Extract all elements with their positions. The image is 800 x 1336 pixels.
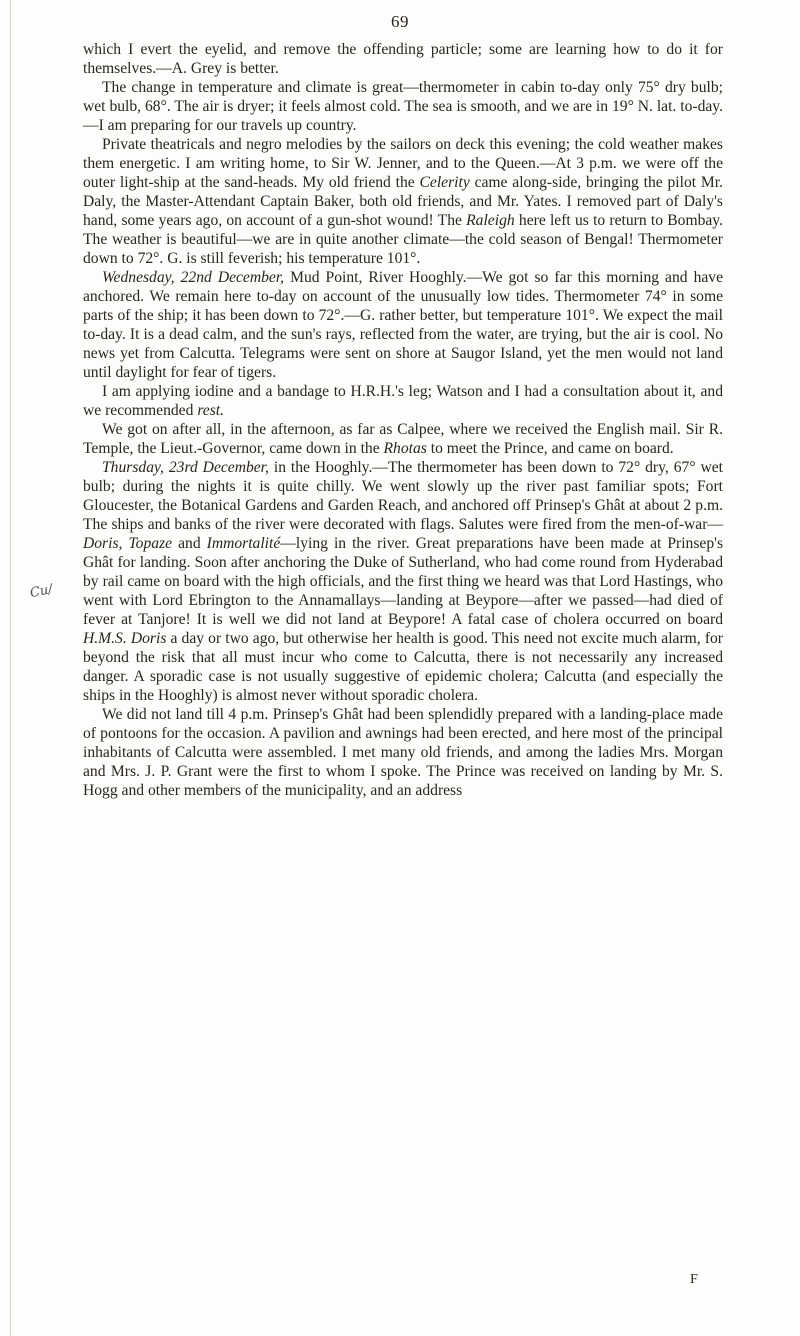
text-run: in the Hooghly.—The thermometer has been down to 72° dry, 67° wet bulb; during the nights it is quite chilly. We went slowly up the river past familiar spots; Fort Gloucester, the Botanical Gardens and Garden Reach, and anchored off Prinsep's Ghât at about 2 p.m. The ships and banks of the river were decorated with flags. Salutes were fired from the men-of-war—	[83, 459, 723, 533]
text-run: The change in temperature and climate is great—thermometer in cabin to-day only 75° dry bulb; wet bulb, 68°. The air is dryer; it feels almost cold. The sea is smooth, and we are in 19° N. lat. to-day.—I am preparing for our travels up country.	[83, 79, 723, 134]
text-run: Mud Point, River Hooghly.—We got so far this morning and have anchored. We remain here to-day on account of the unusually low tides. Thermometer 74° in some parts of the ship; it has been down to 72°.—G. rather better, but temperature 101°. We expect the mail to-day. It is a dead calm, and the sun's rays, reflected from the water, are trying, but the air is cool. No news yet from Calcutta. Telegrams were sent on shore at Saugor Island, yet the men would not land until daylight for fear of tigers.	[83, 269, 724, 381]
text-run: We got on after all, in the afternoon, as far as Calpee, where we received the English mail. Sir R. Temple, the Lieut.-Governor, came down in the	[83, 421, 723, 457]
text-run: here left us to return to Bombay. The weather is beautiful—we are in quite another climate—the cold season of Bengal! Thermometer down to 72°. G. is still feverish; his temperature 101°.	[83, 212, 723, 267]
paragraph-p4	[83, 268, 723, 382]
body-text	[83, 40, 723, 800]
paragraph-p3	[83, 135, 723, 268]
italic-text: Rhotas	[383, 440, 427, 457]
text-run: and	[172, 535, 207, 552]
italic-text: Celerity	[419, 174, 470, 191]
page-number: 69	[391, 12, 409, 31]
text-run: which I evert the eyelid, and remove the offending particle; some are learning how to do it for themselves.—A. Grey is better.	[83, 41, 723, 77]
italic-text: Doris, Topaze	[83, 535, 173, 552]
text-run: to meet the Prince, and came on board.	[426, 440, 674, 457]
paragraph-p7	[83, 458, 723, 705]
italic-text: Thursday, 23rd December,	[102, 459, 269, 476]
paragraph-p2	[83, 78, 723, 135]
paragraph-p1	[83, 40, 723, 78]
text-run: I am applying iodine and a bandage to H.R.H.'s leg; Watson and I had a consultation about it, and we recommended	[83, 383, 723, 419]
text-run: —lying in the river. Great preparations have been made at Prinsep's Ghât for landing. Soon after anchoring the Duke of Sutherland, who had come round from Hyderabad by rail came on board with the high officials, and the first thing we heard was that Lord Hastings, who went with Lord Ebrington to the Annamallays—landing at Beypore—after we passed—had died of fever at Tanjore! It is well we did not land at Beypore! A fatal case of cholera occurred on board	[83, 535, 724, 628]
paragraph-p6	[83, 420, 723, 458]
italic-text: Wednesday, 22nd December,	[102, 269, 285, 286]
italic-text: Immortalité	[206, 535, 281, 552]
text-run: a day or two ago, but otherwise her health is good. This need not excite much alarm, for beyond the risk that all must incur who come to Calcutta, there is not necessarily any increased danger. A sporadic case is not usually suggestive of epidemic cholera; Calcutta (and especially the ships in the Hooghly) is almost never without sporadic cholera.	[83, 630, 724, 704]
text-run: came along-side, bringing the pilot Mr. Daly, the Master-Attendant Captain Baker, both old friends, and Mr. Yates. I removed part of Daly's hand, some years ago, on account of a gun-shot wound! The	[83, 174, 723, 229]
paragraph-p5	[83, 382, 723, 420]
signature-mark: F	[690, 1272, 699, 1287]
paragraph-p8	[83, 705, 723, 800]
text-run: Private theatricals and negro melodies by the sailors on deck this evening; the cold weather makes them energetic. I am writing home, to Sir W. Jenner, and to the Queen.—At 3 p.m. we were off the outer light-ship at the sand-heads. My old friend the	[83, 136, 723, 191]
italic-text: rest.	[197, 402, 225, 419]
italic-text: H.M.S. Doris	[83, 630, 167, 647]
text-run: We did not land till 4 p.m. Prinsep's Ghât had been splendidly prepared with a landing-place made of pontoons for the occasion. A pavilion and awnings had been erected, and here most of the principal inhabitants of Calcutta were assembled. I met many old friends, and among the ladies Mrs. Morgan and Mrs. J. P. Grant were the first to whom I spoke. The Prince was received on landing by Mr. S. Hogg and other members of the municipality, and an address	[83, 706, 723, 799]
binding-edge	[10, 0, 11, 1336]
margin-annotation: Cu/	[28, 581, 55, 602]
italic-text: Raleigh	[466, 212, 515, 229]
